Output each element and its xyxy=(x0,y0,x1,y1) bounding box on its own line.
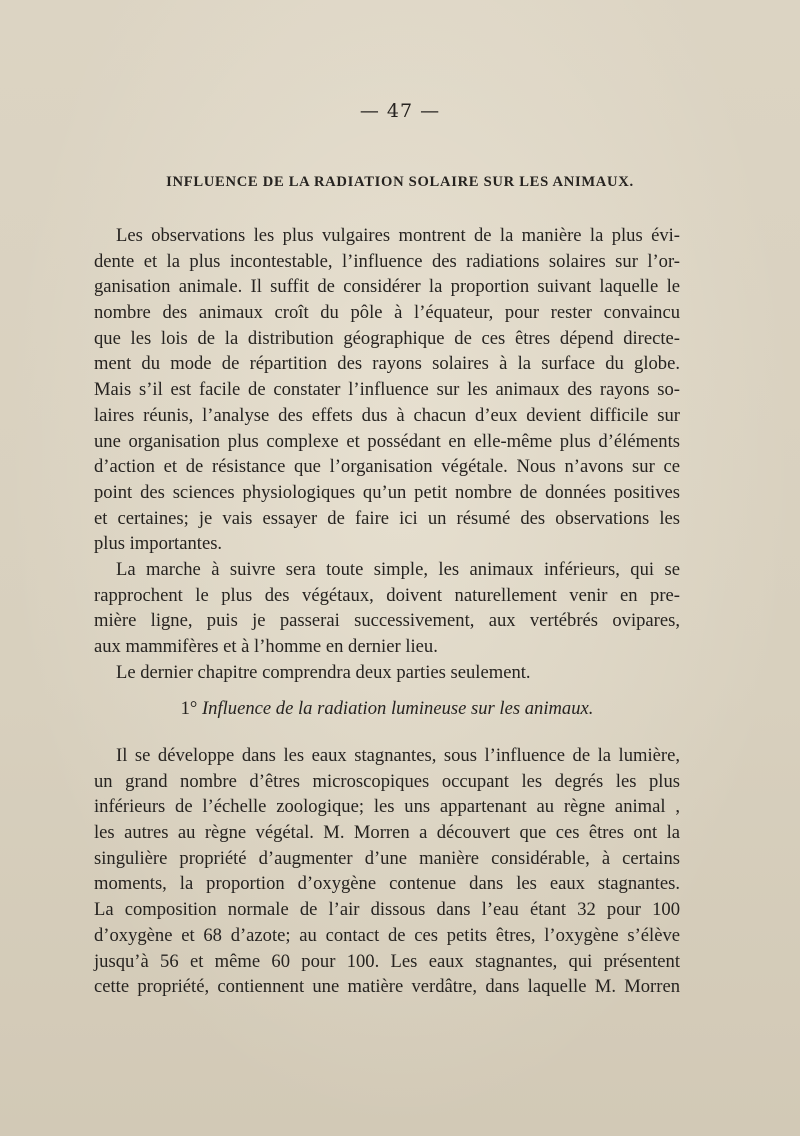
intro-text xyxy=(94,223,680,685)
text-line: singulière propriété d’augmenter d’une manière considérable, à certains xyxy=(94,847,680,869)
text-line: d’oxygène et 68 d’azote; au contact de ces petits êtres, l’oxygène s’élève xyxy=(94,924,680,946)
text-line: dente et la plus incontestable, l’influence des radiations solaires sur l’or- xyxy=(94,250,680,272)
text-line: Mais s’il est facile de constater l’influence sur les animaux des rayons so- xyxy=(94,379,680,401)
text-line: cette propriété, contiennent une matière verdâtre, dans laquelle M. Morren xyxy=(94,976,680,998)
text-line: nombre des animaux croît du pôle à l’équateur, pour rester convaincu xyxy=(94,302,680,324)
text-line: inférieurs de l’échelle zoologique; les uns appartenant au règne animal , xyxy=(94,796,680,818)
section-text xyxy=(94,743,680,1000)
text-line: La marche à suivre sera toute simple, les animaux inférieurs, qui se xyxy=(116,558,680,580)
text-line: Il se développe dans les eaux stagnantes, sous l’influence de la lumière, xyxy=(116,745,680,766)
text-line: aux mammifères et à l’homme en dernier lieu. xyxy=(94,636,438,657)
text-line: une organisation plus complexe et possédant en elle-même plus d’éléments xyxy=(94,430,680,452)
text-line: rapprochent le plus des végétaux, doivent naturellement venir en pre- xyxy=(94,584,680,606)
page-number: — 47 — xyxy=(359,100,441,122)
text-line: ment du mode de répartition des rayons solaires à la surface du globe. xyxy=(94,353,680,375)
section-title: Influence de la radiation lumineuse sur les animaux. xyxy=(201,698,594,719)
text-line: point des sciences physiologiques qu’un petit nombre de données positives xyxy=(94,481,680,503)
text-line: jusqu’à 56 et même 60 pour 100. Les eaux stagnantes, qui présentent xyxy=(94,950,680,972)
text-line: laires réunis, l’analyse des effets dus à chacun d’eux devient difficile sur xyxy=(94,404,680,426)
text-line: Les observations les plus vulgaires montrent de la manière la plus évi- xyxy=(116,225,680,246)
text-line: plus importantes. xyxy=(94,533,223,555)
text-line: ganisation animale. Il suffit de considérer la proportion suivant laquelle le xyxy=(94,276,680,298)
section-subheading xyxy=(94,696,680,722)
text-line: moments, la proportion d’oxygène contenue dans les eaux stagnantes. xyxy=(94,873,680,895)
text-line: et certaines; je vais essayer de faire ici un résumé des observations les xyxy=(94,507,680,529)
text-line: que les lois de la distribution géographique de ces êtres dépend directe- xyxy=(94,327,680,349)
text-line: les autres au règne végétal. M. Morren a découvert que ces êtres ont la xyxy=(94,822,680,844)
text-line: Le dernier chapitre comprendra deux parties seulement. xyxy=(116,661,531,683)
text-line: mière ligne, puis je passerai successivement, aux vertébrés ovipares, xyxy=(94,610,680,632)
text-line: d’action et de résistance que l’organisation végétale. Nous n’avons sur ce xyxy=(94,456,680,478)
chapter-heading: INFLUENCE DE LA RADIATION SOLAIRE SUR LES ANIMAUX. xyxy=(166,174,634,190)
text-line: La composition normale de l’air dissous dans l’eau étant 32 pour 100 xyxy=(94,899,680,921)
text-line: un grand nombre d’êtres microscopiques occupant les degrés les plus xyxy=(94,770,680,792)
section-number: 1° xyxy=(180,698,198,719)
